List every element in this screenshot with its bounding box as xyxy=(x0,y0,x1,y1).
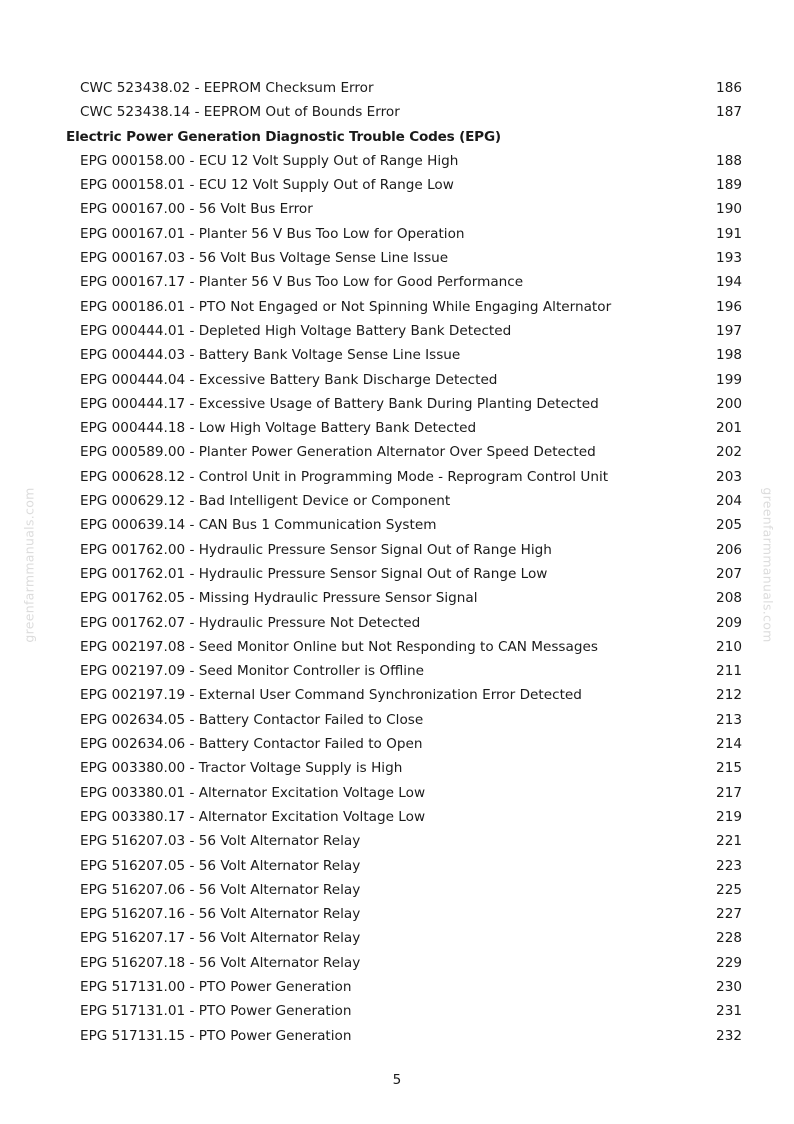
toc-entry-page: 231 xyxy=(716,1003,742,1020)
toc-entry[interactable] xyxy=(0,513,794,537)
toc-entry-title: EPG 517131.01 - PTO Power Generation xyxy=(80,1003,352,1020)
toc-entry-page: 194 xyxy=(716,274,742,291)
toc-entry-title: EPG 000444.03 - Battery Bank Voltage Sense Line Issue xyxy=(80,347,461,364)
toc-entry[interactable] xyxy=(0,100,794,124)
toc-entry-title: EPG 000186.01 - PTO Not Engaged or Not Spinning While Engaging Alternator xyxy=(80,298,612,315)
toc-entry-page: 193 xyxy=(716,250,742,267)
toc-entry-title: CWC 523438.02 - EEPROM Checksum Error xyxy=(80,80,374,96)
toc-entry-title: EPG 001762.07 - Hydraulic Pressure Not Detected xyxy=(80,614,421,631)
toc-entry[interactable] xyxy=(0,173,794,197)
toc-entry-page: 223 xyxy=(716,857,742,874)
toc-entry[interactable] xyxy=(0,489,794,513)
toc-entry[interactable] xyxy=(0,416,794,440)
toc-entry-page: 200 xyxy=(716,395,742,412)
toc-entry-title: EPG 001762.00 - Hydraulic Pressure Sensor Signal Out of Range High xyxy=(80,541,552,558)
toc-section-heading xyxy=(0,125,794,149)
toc-entry-title: EPG 003380.17 - Alternator Excitation Voltage Low xyxy=(80,808,426,825)
toc-entry-page: 191 xyxy=(716,225,742,242)
toc-entry-page: 211 xyxy=(716,663,742,680)
toc-entry-title: EPG 000158.00 - ECU 12 Volt Supply Out of Range High xyxy=(80,152,459,169)
toc-entry-title: EPG 002197.08 - Seed Monitor Online but Not Responding to CAN Messages xyxy=(80,638,598,655)
toc-entry[interactable] xyxy=(0,295,794,319)
toc-entry[interactable] xyxy=(0,975,794,999)
toc-entry[interactable] xyxy=(0,76,794,100)
toc-entry[interactable] xyxy=(0,829,794,853)
toc-entry-title: EPG 002634.05 - Battery Contactor Failed to Close xyxy=(80,711,424,728)
toc-entry[interactable] xyxy=(0,732,794,756)
toc-entry-title: EPG 000629.12 - Bad Intelligent Device or Component xyxy=(80,493,451,510)
toc-entry-page: 225 xyxy=(716,881,742,898)
toc-entry[interactable] xyxy=(0,197,794,221)
toc-entry-title: EPG 000628.12 - Control Unit in Programming Mode - Reprogram Control Unit xyxy=(80,468,609,485)
toc-entry-title: EPG 000167.03 - 56 Volt Bus Voltage Sense Line Issue xyxy=(80,250,449,267)
toc-entry[interactable] xyxy=(0,951,794,975)
toc-entry-title: EPG 003380.01 - Alternator Excitation Voltage Low xyxy=(80,784,426,801)
toc-entry-page: 197 xyxy=(716,322,742,339)
toc-entry[interactable] xyxy=(0,805,794,829)
toc-entry-title: EPG 000158.01 - ECU 12 Volt Supply Out of Range Low xyxy=(80,177,454,194)
page-number: 5 xyxy=(392,1072,402,1088)
table-of-contents xyxy=(0,76,794,1048)
toc-entry[interactable] xyxy=(0,538,794,562)
toc-entry-page: 228 xyxy=(716,930,742,947)
watermark-right: greenfarmmanuals.com xyxy=(760,487,776,643)
toc-entry-page: 209 xyxy=(716,614,742,631)
toc-entry-title: EPG 517131.15 - PTO Power Generation xyxy=(80,1027,352,1044)
toc-entry[interactable] xyxy=(0,926,794,950)
toc-entry[interactable] xyxy=(0,270,794,294)
toc-entry[interactable] xyxy=(0,635,794,659)
toc-entry-title: EPG 516207.18 - 56 Volt Alternator Relay xyxy=(80,954,361,971)
toc-entry-page: 201 xyxy=(716,420,742,437)
toc-entry[interactable] xyxy=(0,149,794,173)
toc-entry-page: 188 xyxy=(716,152,742,169)
toc-entry-title: EPG 002634.06 - Battery Contactor Failed to Open xyxy=(80,736,423,753)
toc-entry-page: 221 xyxy=(716,833,742,850)
toc-entry-page: 190 xyxy=(716,201,742,218)
toc-entry-title: EPG 000167.17 - Planter 56 V Bus Too Low for Good Performance xyxy=(80,274,524,291)
toc-entry-page: 229 xyxy=(716,954,742,971)
toc-entry[interactable] xyxy=(0,586,794,610)
toc-entry-title: EPG 001762.01 - Hydraulic Pressure Sensor Signal Out of Range Low xyxy=(80,565,548,582)
toc-entry-title: EPG 000444.17 - Excessive Usage of Battery Bank During Planting Detected xyxy=(80,395,599,412)
toc-entry-title: EPG 516207.05 - 56 Volt Alternator Relay xyxy=(80,857,361,874)
toc-entry-title: EPG 002197.09 - Seed Monitor Controller is Offline xyxy=(80,663,424,680)
toc-entry[interactable] xyxy=(0,562,794,586)
toc-entry-title: EPG 003380.00 - Tractor Voltage Supply is High xyxy=(80,760,403,777)
toc-entry-page: 213 xyxy=(716,711,742,728)
toc-entry[interactable] xyxy=(0,683,794,707)
toc-entry[interactable] xyxy=(0,708,794,732)
toc-entry-page: 215 xyxy=(716,760,742,777)
toc-entry[interactable] xyxy=(0,465,794,489)
toc-entry[interactable] xyxy=(0,878,794,902)
toc-entry-page: 217 xyxy=(716,784,742,801)
toc-entry-page: 203 xyxy=(716,468,742,485)
toc-entry-page: 214 xyxy=(716,736,742,753)
section-heading-title: Electric Power Generation Diagnostic Trouble Codes (EPG) xyxy=(66,128,501,145)
toc-entry-page: 186 xyxy=(716,80,742,96)
toc-entry-title: CWC 523438.14 - EEPROM Out of Bounds Error xyxy=(80,104,400,121)
toc-entry-page: 230 xyxy=(716,978,742,995)
toc-entry[interactable] xyxy=(0,611,794,635)
toc-entry[interactable] xyxy=(0,756,794,780)
toc-entry[interactable] xyxy=(0,440,794,464)
toc-entry-title: EPG 000444.04 - Excessive Battery Bank Discharge Detected xyxy=(80,371,498,388)
toc-entry[interactable] xyxy=(0,781,794,805)
toc-entry[interactable] xyxy=(0,659,794,683)
toc-entry[interactable] xyxy=(0,392,794,416)
toc-entry[interactable] xyxy=(0,854,794,878)
toc-entry[interactable] xyxy=(0,319,794,343)
toc-entry-page: 207 xyxy=(716,565,742,582)
toc-entry-title: EPG 000639.14 - CAN Bus 1 Communication System xyxy=(80,517,437,534)
toc-entry-page: 212 xyxy=(716,687,742,704)
toc-entry[interactable] xyxy=(0,343,794,367)
toc-entry-title: EPG 516207.16 - 56 Volt Alternator Relay xyxy=(80,906,361,923)
toc-entry-title: EPG 000167.00 - 56 Volt Bus Error xyxy=(80,201,313,218)
toc-entry[interactable] xyxy=(0,368,794,392)
toc-entry-title: EPG 000589.00 - Planter Power Generation Alternator Over Speed Detected xyxy=(80,444,596,461)
toc-entry-page: 204 xyxy=(716,493,742,510)
toc-entry[interactable] xyxy=(0,1024,794,1048)
toc-entry[interactable] xyxy=(0,222,794,246)
toc-entry-title: EPG 516207.03 - 56 Volt Alternator Relay xyxy=(80,833,361,850)
toc-entry-page: 202 xyxy=(716,444,742,461)
toc-entry-title: EPG 002197.19 - External User Command Synchronization Error Detected xyxy=(80,687,582,704)
toc-entry-title: EPG 000444.01 - Depleted High Voltage Battery Bank Detected xyxy=(80,322,512,339)
toc-entry-page: 210 xyxy=(716,638,742,655)
toc-entry-title: EPG 517131.00 - PTO Power Generation xyxy=(80,978,352,995)
toc-entry-title: EPG 516207.06 - 56 Volt Alternator Relay xyxy=(80,881,361,898)
toc-entry[interactable] xyxy=(0,246,794,270)
toc-entry-page: 208 xyxy=(716,590,742,607)
toc-entry-page: 219 xyxy=(716,808,742,825)
toc-entry-title: EPG 000167.01 - Planter 56 V Bus Too Low for Operation xyxy=(80,225,465,242)
toc-entry-page: 189 xyxy=(716,177,742,194)
toc-entry-page: 196 xyxy=(716,298,742,315)
toc-entry-page: 227 xyxy=(716,906,742,923)
toc-entry-page: 205 xyxy=(716,517,742,534)
toc-entry-title: EPG 516207.17 - 56 Volt Alternator Relay xyxy=(80,930,361,947)
toc-entry-page: 206 xyxy=(716,541,742,558)
toc-entry-page: 198 xyxy=(716,347,742,364)
toc-entry-page: 187 xyxy=(716,104,742,121)
toc-entry-title: EPG 000444.18 - Low High Voltage Battery Bank Detected xyxy=(80,420,477,437)
watermark-left: greenfarmmanuals.com xyxy=(21,487,37,643)
toc-entry-title: EPG 001762.05 - Missing Hydraulic Pressure Sensor Signal xyxy=(80,590,478,607)
toc-entry-page: 232 xyxy=(716,1027,742,1044)
toc-entry[interactable] xyxy=(0,999,794,1023)
toc-entry[interactable] xyxy=(0,902,794,926)
toc-entry-page: 199 xyxy=(716,371,742,388)
